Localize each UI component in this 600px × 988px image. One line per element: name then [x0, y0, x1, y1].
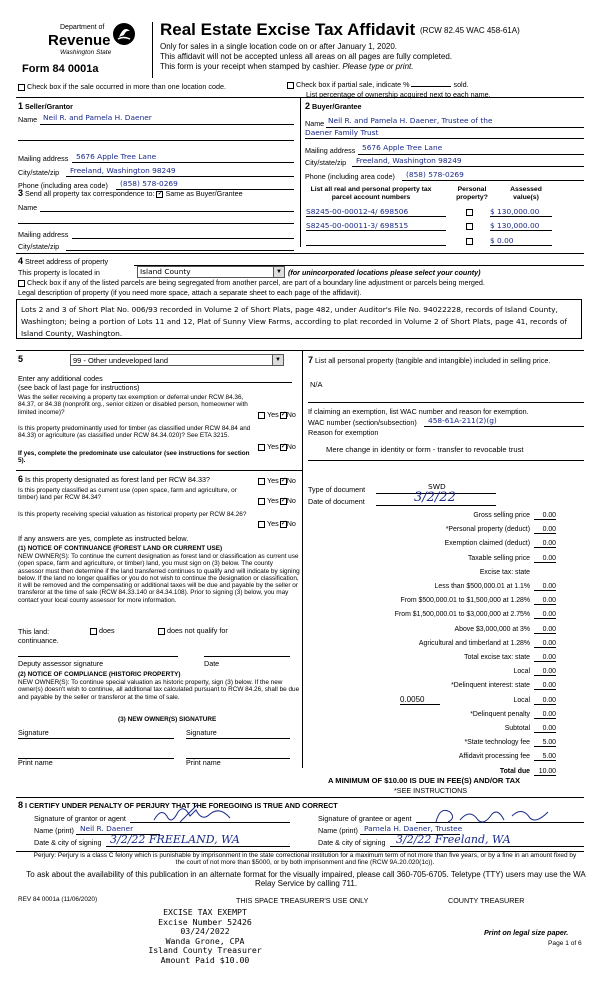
parcels-heading: List all real and personal property tax parcel account numbers [310, 186, 432, 201]
grantor-date-city-label: Date & city of signing [34, 838, 102, 847]
does-checkbox[interactable]: does [90, 626, 115, 635]
tax-row-label: Affidavit processing fee [458, 753, 530, 761]
tax-row-value[interactable]: 0.00 [534, 711, 556, 719]
doc-type-label: Type of document [308, 485, 366, 494]
historic-question: Is this property receiving special valuation as historical property per RCW 84.26? [18, 511, 247, 518]
legal-description-label: Legal description of property (if you need more space, attach a separate sheet to each page of the affidavit). [18, 288, 362, 297]
located-in-label: This property is located in [18, 268, 100, 277]
forest-yes-no[interactable]: Yes✓ No [258, 476, 296, 485]
assessed-value-heading: Assessed value(s) [510, 186, 542, 201]
tax-row-label: Local [513, 668, 530, 676]
same-as-buyer-checkbox[interactable] [156, 191, 163, 198]
header-line3: This form is your receipt when stamped by cashier. Please type or print. [160, 62, 414, 71]
grantee-name-field[interactable]: Pamela H. Daener, Trustee [364, 824, 463, 833]
parcel-account-1[interactable]: S8245-00-00012-4/ 698506 [306, 207, 446, 217]
certify-statement: 8 I CERTIFY UNDER PENALTY OF PERJURY THAT THE FOREGOING IS TRUE AND CORRECT [18, 800, 338, 810]
timber-question: Is this property predominantly used for timber (as classified under RCW 84.84 and 84.33) or agriculture (as classified under RCW 84.34.020)? See ETA 3215. [18, 425, 251, 440]
reason-field[interactable]: Mere change in identity or form - transfer to revocable trust [326, 445, 524, 454]
personal-property-checkbox-2[interactable] [466, 223, 473, 230]
corr-name-label: Name [18, 203, 38, 212]
correspondence-heading: 3 Send all property tax correspondence to: ✓ Same as Buyer/Grantee [18, 188, 243, 198]
tax-row-label: *State technology fee [464, 739, 530, 747]
tax-row-label: From $1,500,000.01 to $3,000,000 at 2.75% [394, 611, 530, 619]
buyer-mailing-field[interactable]: 5676 Apple Tree Lane [362, 143, 443, 152]
tax-row-value[interactable]: 0.00 [534, 682, 556, 690]
personal-property-checkbox-1[interactable] [466, 209, 473, 216]
notice-continuance-body: NEW OWNER(S): To continue the current designation as forest land or classification as current use (open space, farm and agriculture, or timber) land, you must sign on (3) below. The county assessor must then determine if the land transferred continues to qualify and will indicate by signing below. If the land no longer qualifies or you do not wish to continue the designation or classification, it will be removed and the compensating or additional taxes will be due and payable by the seller or transferor at the time of sale (RCW 84.33.140 or 84.34.108). Prior to signing (3) below, you may contact your local county assessor for more information. [18, 553, 300, 604]
does-not-checkbox[interactable]: does not qualify for [158, 626, 228, 635]
tax-row-value[interactable]: 0.00 [534, 555, 556, 563]
seller-name-field[interactable]: Neil R. and Pamela H. Daener [43, 113, 152, 122]
tax-row-value[interactable]: 0.00 [534, 583, 556, 591]
tax-row-value[interactable]: 0.00 [534, 654, 556, 662]
legal-description-field[interactable]: Lots 2 and 3 of Short Plat No. 006/93 recorded in Volume 2 of Short Plats, page 482, under Auditor's File No. 94022228, records of Island County, Washington; being a portion of Lots 11 and 12, Plat of Sunny View Farms, according to plat recorded in Volume 2 of Short Plats, page 41, records of Island County, Washington. [16, 299, 582, 339]
partial-sale-checkbox[interactable]: Check box if partial sale, indicate % sold. [287, 80, 469, 89]
tax-row-value[interactable]: 0.00 [534, 512, 556, 520]
forest-question: 6 Is this property designated as forest land per RCW 84.33? [18, 474, 210, 484]
buyer-name-label: Name [305, 119, 325, 128]
buyer-mailing-label: Mailing address [305, 146, 356, 155]
seller-city-field[interactable]: Freeland, Washington 98249 [70, 166, 176, 175]
exemption-claim-label: If claiming an exemption, list WAC number and reason for exemption. [308, 407, 529, 416]
perjury-notice: Perjury: Perjury is a class C felony which is punishable by imprisonment in the state correctional institution for a maximum term of not more than five years, or by a fine in an amount fixed by the court of not more than $5000, or by both imprisonment and fine (RCW 9A.20.020(1c)). [33, 852, 577, 867]
grantee-date-city-label: Date & city of signing [318, 838, 386, 847]
county-select[interactable]: Island County ▼ [137, 266, 285, 278]
tax-row-label: Above $3,000,000 at 3% [454, 625, 530, 633]
buyer-name-field-2[interactable]: Daener Family Trust [305, 128, 379, 137]
tax-row-value[interactable]: 0.00 [534, 697, 556, 705]
chevron-down-icon: ▼ [272, 355, 283, 365]
reason-label: Reason for exemption [308, 428, 379, 437]
tax-row-value[interactable]: 5.00 [534, 739, 556, 747]
tax-row-label: Less than $500,000.01 at 1.1% [434, 583, 530, 590]
minimum-due-note: A MINIMUM OF $10.00 IS DUE IN FEE(S) AND/OR TAX [328, 776, 521, 785]
tax-row-label: From $500,000.01 to $1,500,000 at 1.28% [400, 597, 530, 605]
revision-number: REV 84 0001a (11/06/2020) [18, 896, 98, 903]
grantee-date-city-field[interactable]: 3/2/22 Freeland, WA [396, 833, 511, 846]
current-use-question: Is this property classified as current use (open space, farm and agriculture, or timber) land per RCW 84.34? [18, 487, 237, 502]
new-owner-signature-label-1: Signature [18, 728, 49, 737]
new-owner-print-label-2: Print name [186, 758, 221, 767]
header-line1: Only for sales in a single location code on or after January 1, 2020. [160, 42, 398, 51]
dept-line1: Department of [60, 24, 105, 31]
county-treasurer-label: COUNTY TREASURER [448, 896, 525, 905]
segregated-checkbox[interactable]: Check box if any of the listed parcels are being segregated from another parcel, are part of a boundary line adjustment or parcels being merged. [18, 278, 485, 287]
multi-location-checkbox[interactable]: Check box if the sale occurred in more than one location code. [18, 82, 226, 91]
tax-row-value[interactable]: 0.00 [534, 611, 556, 619]
wa-logo-icon [112, 22, 136, 46]
doc-date-field[interactable]: 3/2/22 [414, 490, 456, 505]
timber-yes-no[interactable]: Yes✓ No [258, 442, 296, 451]
dor-logo [18, 20, 136, 75]
seller-name-label: Name [18, 115, 38, 124]
assessed-value-2[interactable]: $ 130,000.00 [490, 221, 552, 231]
additional-codes-label: Enter any additional codes (see back of last page for instructions) [18, 374, 140, 392]
treasurer-stamp: EXCISE TAX EXEMPT Excise Number 52426 03/24/2022 Wanda Grone, CPA Island County Treasurer Amount Paid $10.00 [148, 907, 262, 965]
section5-number: 5 [18, 354, 24, 364]
tax-row-value[interactable]: 10.00 [534, 768, 556, 776]
timber-note: If yes, complete the predominate use calculator (see instructions for section 5). [18, 450, 250, 465]
personal-property-list-label: 7 List all personal property (tangible and intangible) included in selling price. [308, 355, 551, 365]
header-line2: This affidavit will not be accepted unless all areas on all pages are fully completed. [160, 52, 453, 61]
buyer-phone-label: Phone (including area code) [305, 172, 395, 181]
county-note: (for unincorporated locations please select your county) [288, 268, 481, 277]
tax-row-label: *Personal property (deduct) [445, 526, 530, 534]
tax-row-label: Total due [499, 767, 530, 775]
parcel-account-2[interactable]: S8245-00-00011-3/ 698515 [306, 221, 446, 231]
tax-row-value[interactable]: 0.00 [534, 597, 556, 605]
notice-continuance-heading: (1) NOTICE OF CONTINUANCE (FOREST LAND OR CURRENT USE) [18, 545, 223, 552]
deputy-date-label: Date [204, 659, 220, 668]
wac-field[interactable]: 458-61A-211(2)(g) [428, 416, 497, 425]
grantor-name-label: Name (print) [34, 826, 74, 835]
tax-row-label: Exemption claimed (deduct) [444, 540, 530, 548]
buyer-city-field[interactable]: Freeland, Washington 98249 [356, 156, 462, 165]
this-land-label: This land: [18, 627, 50, 636]
grantee-name-label: Name (print) [318, 826, 358, 835]
grantor-date-city-field[interactable]: 3/2/22 FREELAND, WA [110, 833, 240, 846]
deputy-signature-label: Deputy assessor signature [18, 659, 104, 668]
legal-paper-note: Print on legal size paper. [484, 928, 569, 937]
tax-row-label: Agricultural and timberland at 1.28% [418, 639, 530, 647]
buyer-heading: 2 Buyer/Grantee [305, 101, 362, 111]
wac-label: WAC number (section/subsection) [308, 418, 417, 427]
local-rate-field[interactable]: 0.0050 [400, 695, 440, 705]
tax-row-value[interactable]: 0.00 [534, 540, 556, 548]
doc-date-label: Date of document [308, 497, 365, 506]
exemption-yes-no[interactable]: Yes✓ No [258, 410, 296, 419]
form-title: Real Estate Excise Tax Affidavit [160, 20, 416, 39]
treasurer-use-only: THIS SPACE TREASURER'S USE ONLY [236, 896, 369, 905]
page-number: Page 1 of 6 [548, 940, 582, 947]
new-owner-print-label-1: Print name [18, 758, 53, 767]
seller-city-label: City/state/zip [18, 168, 60, 177]
tax-row-value[interactable]: 0.00 [534, 725, 556, 733]
list-pct-note: List percentage of ownership acquired next to each name. [306, 90, 491, 99]
seller-heading: 1 Seller/Grantor [18, 101, 73, 111]
assessed-value-3[interactable]: $ 0.00 [490, 236, 552, 246]
parcel-account-3[interactable] [306, 236, 446, 246]
seller-mailing-label: Mailing address [18, 154, 69, 163]
assessed-value-1[interactable]: $ 130,000.00 [490, 207, 552, 217]
grantor-signature-label: Signature of grantor or agent [34, 814, 126, 823]
form-number: Form 84 0001a [22, 63, 99, 75]
doc-type-field[interactable]: SWD [428, 482, 446, 491]
tax-row-label: *Delinquent penalty [470, 710, 530, 718]
street-address-label: 4 Street address of property [18, 256, 109, 266]
dept-line3: Washington State [60, 49, 112, 56]
seller-mailing-field[interactable]: 5676 Apple Tree Lane [76, 152, 157, 161]
corr-mailing-label: Mailing address [18, 230, 69, 239]
tax-row-label: Local [513, 696, 530, 704]
grantee-signature-label: Signature of grantee or agent [318, 814, 412, 823]
tax-row-value[interactable]: 5.00 [534, 753, 556, 761]
seller-phone-label: Phone (including area code) [18, 181, 108, 190]
tax-row-label: Total excise tax: state [464, 654, 530, 661]
availability-notice: To ask about the availability of this publication in an alternate format for the visually impaired, please call 360-705-6705. Teletype (TTY) users may use the WA Relay Service by calling 711. [26, 870, 586, 888]
tax-row-value[interactable]: 0.00 [534, 526, 556, 534]
personal-property-list-field[interactable]: N/A [310, 380, 323, 389]
tax-row-value[interactable]: 0.00 [534, 640, 556, 648]
buyer-name-field[interactable]: Neil R. and Pamela H. Daener, Trustee of the [328, 116, 493, 125]
see-instructions-note: *SEE INSTRUCTIONS [394, 786, 468, 795]
continuance-label: continuance. [18, 636, 59, 645]
rcw-reference: (RCW 82.45 WAC 458-61A) [420, 26, 520, 35]
tax-row-label: Taxable selling price [467, 554, 530, 562]
corr-city-label: City/state/zip [18, 242, 60, 251]
notice-compliance-heading: (2) NOTICE OF COMPLIANCE (HISTORIC PROPERTY) [18, 671, 181, 678]
tax-row-label: Excise tax: state [479, 568, 530, 576]
notice-compliance-body: NEW OWNER(S): To continue special valuation as historic property, sign (3) below. If the new owner(s) doesn't wish to continue, all additional tax calculated pursuant to RCW 84.26, shall be due and payable by the seller or transferor at the time of sale. [18, 679, 300, 701]
grantor-name-field[interactable]: Neil R. Daener [80, 824, 134, 833]
land-use-select[interactable]: 99 - Other undeveloped land ▼ [70, 354, 284, 366]
if-any-note: If any answers are yes, complete as instructed below. [18, 534, 189, 543]
tax-row-label: Gross selling price [473, 512, 530, 519]
tax-row-label: *Delinquent interest: state [451, 682, 530, 690]
historic-yes-no[interactable]: Yes✓ No [258, 519, 296, 528]
personal-property-checkbox-3[interactable] [466, 238, 473, 245]
tax-row-value[interactable]: 0.00 [534, 626, 556, 634]
personal-property-heading: Personal property? [456, 186, 488, 201]
exemption-question: Was the seller receiving a property tax exemption or deferral under RCW 84.36, 84.37, or 84.38 (nonprofit org., senior citizen or disabled person, homeowner with limited income)? [18, 394, 248, 416]
seller-phone-field[interactable]: (858) 578-0269 [120, 179, 178, 188]
grantor-signature [150, 802, 270, 826]
buyer-city-label: City/state/zip [305, 158, 347, 167]
new-owner-signature-heading: (3) NEW OWNER(S) SIGNATURE [118, 716, 217, 723]
current-use-yes-no[interactable]: Yes✓ No [258, 496, 296, 505]
buyer-phone-field[interactable]: (858) 578-0269 [406, 170, 464, 179]
tax-row-label: Subtotal [504, 725, 530, 732]
new-owner-signature-label-2: Signature [186, 728, 217, 737]
tax-row-value[interactable]: 0.00 [534, 668, 556, 676]
dept-line2: Revenue [48, 32, 111, 49]
chevron-down-icon: ▼ [273, 267, 284, 277]
